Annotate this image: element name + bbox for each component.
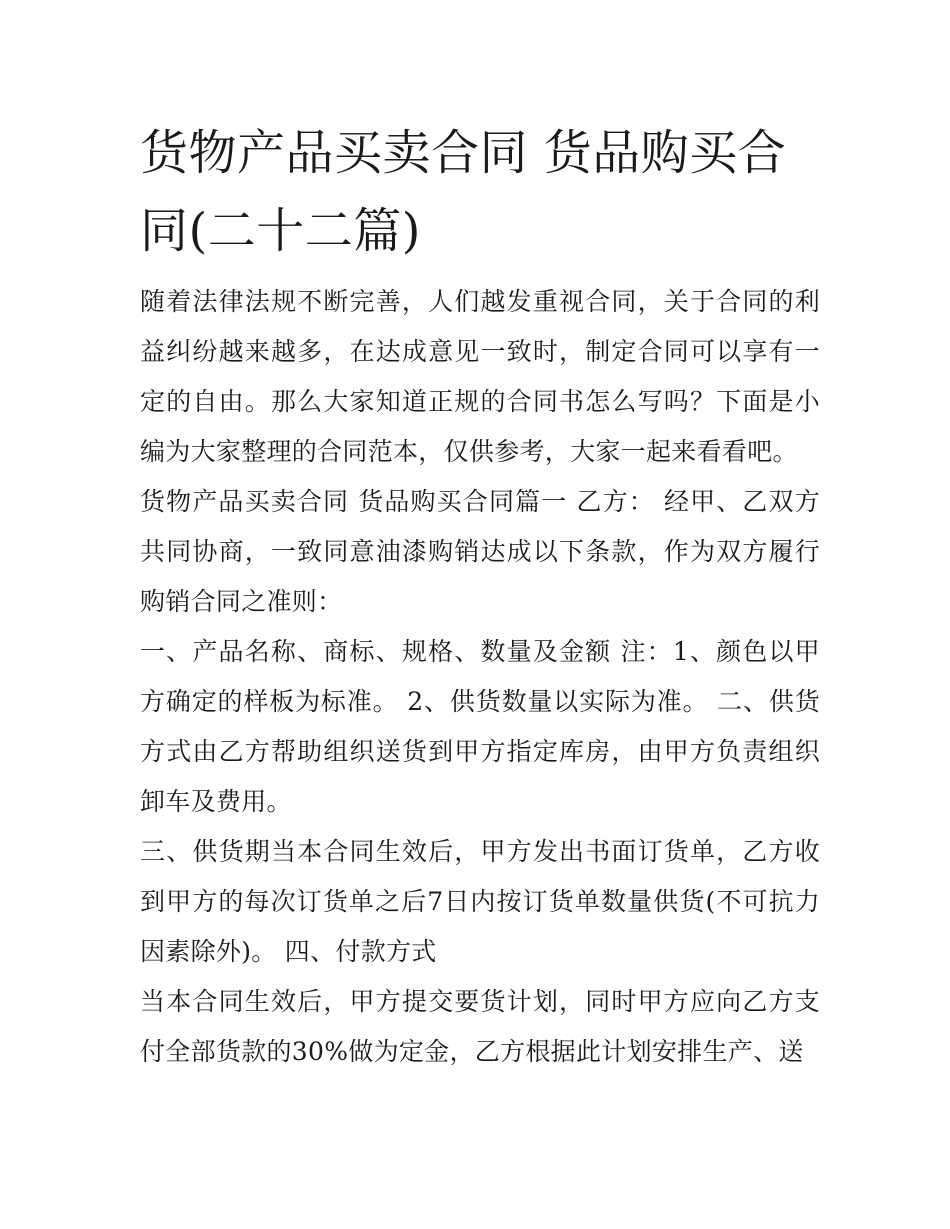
paragraph-section-one: 货物产品买卖合同 货品购买合同篇一 乙方： 经甲、乙双方共同协商，一致同意油漆购销达成以下条款，作为双方履行购销合同之准则： — [140, 487, 820, 616]
document-title: 货物产品买卖合同 货品购买合同(二十二篇) — [140, 125, 787, 259]
paragraph-payment: 当本合同生效后，甲方提交要货计划，同时甲方应向乙方支付全部货款的30%做为定金，乙方根据此计划安排生产、送 — [140, 987, 820, 1066]
paragraph-product-and-delivery: 一、产品名称、商标、规格、数量及金额 注：1、颜色以甲方确定的样板为标准。 2、供货数量以实际为准。 二、供货方式由乙方帮助组织送货到甲方指定库房，由甲方负责组织卸车及费用。 — [140, 637, 820, 816]
document-body — [140, 277, 820, 1077]
paragraph-intro: 随着法律法规不断完善，人们越发重视合同，关于合同的利益纠纷越来越多，在达成意见一致时，制定合同可以享有一定的自由。那么大家知道正规的合同书怎么写吗？下面是小编为大家整理的合同范本，仅供参考，大家一起来看看吧。 — [140, 287, 820, 466]
paragraph-supply-period: 三、供货期当本合同生效后，甲方发出书面订货单，乙方收到甲方的每次订货单之后7日内按订货单数量供货(不可抗力因素除外)。 四、付款方式 — [140, 837, 820, 966]
